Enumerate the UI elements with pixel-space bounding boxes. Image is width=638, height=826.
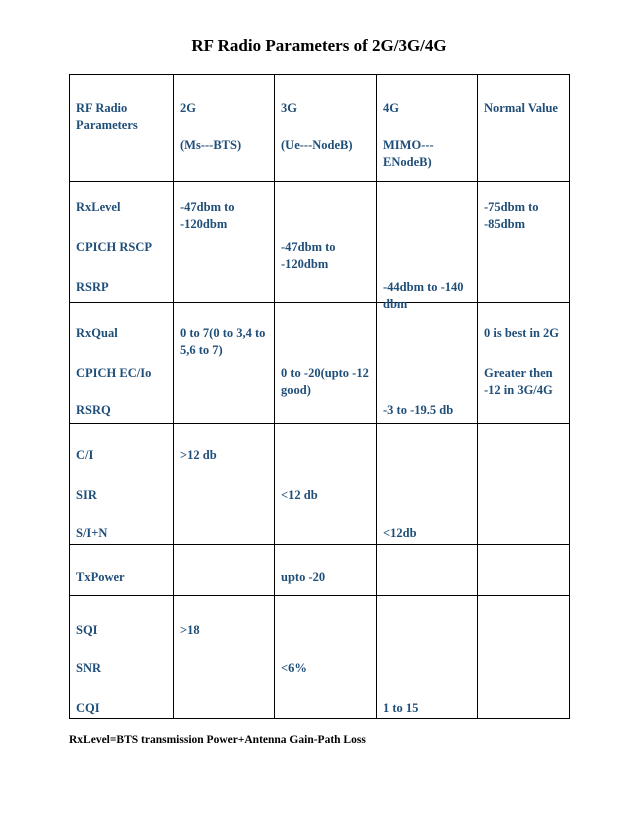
param-label: RSRQ [76,403,111,417]
header-3g-sub: (Ue---NodeB) [281,138,353,152]
param-label: RSRP [76,280,109,294]
param-label: CQI [76,701,100,715]
parameters-table [69,74,570,719]
param-label: RxLevel [76,200,121,214]
header-rf-radio-parameters: RF Radio Parameters [76,101,138,132]
param-label: C/I [76,448,94,462]
header-4g: 4G [383,101,399,115]
param-label: CPICH RSCP [76,240,153,254]
value-4g: -3 to -19.5 db [383,403,454,417]
value-3g: -47dbm to -120dbm [281,240,336,271]
param-label: SQI [76,623,98,637]
footer-note: RxLevel=BTS transmission Power+Antenna Gain-Path Loss [69,734,366,746]
value-2g: >12 db [180,448,217,462]
value-4g: -44dbm to -140 dbm [383,280,464,311]
value-4g: <12db [383,526,417,540]
header-4g-sub: MIMO---ENodeB) [383,138,434,169]
param-label: TxPower [76,570,125,584]
value-2g: -47dbm to -120dbm [180,200,235,231]
header-3g: 3G [281,101,297,115]
param-label: SNR [76,661,102,675]
table-row [70,424,570,545]
table-row [70,303,570,424]
param-label: S/I+N [76,526,108,540]
value-3g: <12 db [281,488,318,502]
value-3g: <6% [281,661,307,675]
value-2g: >18 [180,623,200,637]
header-normal-value: Normal Value [484,101,558,115]
param-label: CPICH EC/Io [76,366,152,380]
value-3g: 0 to -20(upto -12 good) [281,366,369,397]
table-row [70,596,570,719]
value-2g: 0 to 7(0 to 3,4 to 5,6 to 7) [180,326,266,357]
param-label: SIR [76,488,97,502]
page-title: RF Radio Parameters of 2G/3G/4G [191,36,447,55]
value-normal: -75dbm to -85dbm [484,200,539,231]
table-row [70,545,570,596]
table-row [70,182,570,303]
table-header-row [70,75,570,182]
value-3g: upto -20 [281,570,326,584]
param-label: RxQual [76,326,118,340]
header-2g: 2G [180,101,196,115]
value-normal: 0 is best in 2G [484,326,560,340]
value-4g: 1 to 15 [383,701,419,715]
value-normal-secondary: Greater then -12 in 3G/4G [484,366,553,397]
header-2g-sub: (Ms---BTS) [180,138,242,152]
